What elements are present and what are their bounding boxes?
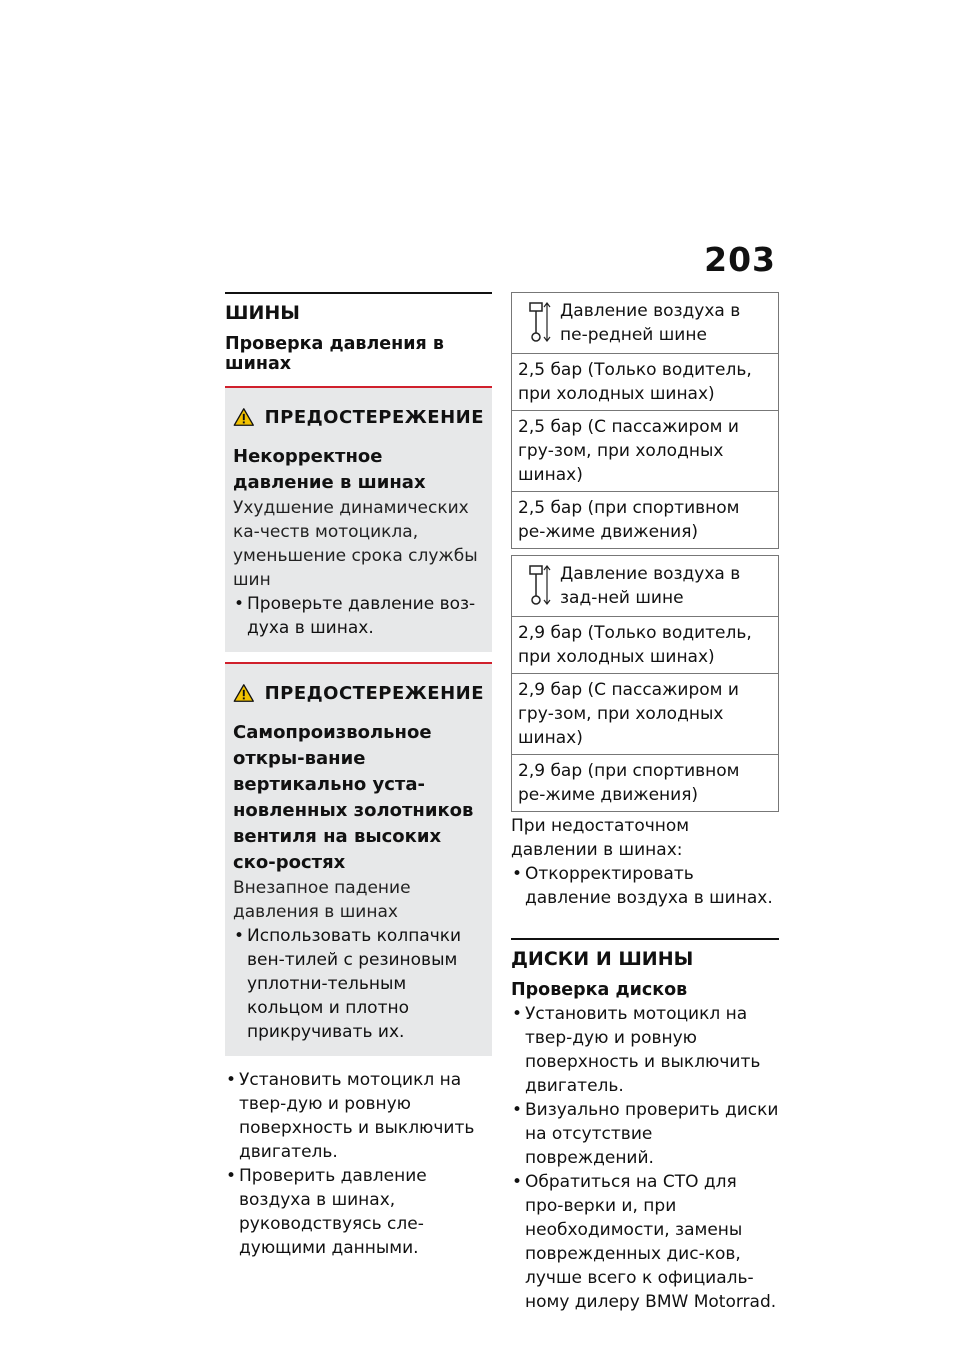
table-row: 2,5 бар (С пассажиром и гру-зом, при холодных шинах): [512, 410, 778, 491]
table-row: 2,5 бар (при спортивном ре-жиме движения): [512, 491, 778, 548]
list-item: • Визуально проверить диски на отсутствие повреждений.: [511, 1098, 779, 1170]
warning-bullet: • Использовать колпачки вен-тилей с резиновым уплотни-тельным кольцом и плотно прикручивать их.: [233, 924, 484, 1044]
rear-pressure-table: [511, 555, 779, 812]
warning-text: Ухудшение динамических ка-честв мотоцикла, уменьшение срока службы шин: [233, 498, 478, 590]
steps-list: [225, 1068, 492, 1260]
warning-triangle-icon: [233, 402, 255, 432]
warning-box: [225, 662, 492, 1056]
warning-title: Некорректное давление в шинах: [233, 446, 426, 493]
warning-title: Самопроизвольное откры-вание вертикально уста-новленных золотников вентиля на высоких ско-ростях: [233, 722, 474, 873]
section-title-tires: ШИНЫ: [225, 292, 492, 324]
list-item: • Проверить давление воздуха в шинах, руководствуясь сле-дующими данными.: [225, 1164, 492, 1260]
table-row: 2,9 бар (С пассажиром и гру-зом, при холодных шинах): [512, 673, 778, 754]
low-pressure-text: При недостаточном давлении в шинах:: [511, 816, 690, 860]
sub-title-rim-check: Проверка дисков: [511, 980, 688, 1000]
warning-text: Внезапное падение давления в шинах: [233, 878, 411, 922]
table-header-text: Давление воздуха в пе-редней шине: [560, 301, 741, 345]
left-column: [225, 292, 492, 1260]
tire-pressure-icon: [526, 299, 552, 345]
tire-pressure-icon: [526, 562, 552, 608]
front-pressure-table: [511, 292, 779, 549]
warning-label: ПРЕДОСТЕРЕЖЕНИЕ: [264, 682, 484, 704]
table-header: [512, 293, 778, 353]
list-item: • Откорректировать давление воздуха в шинах.: [511, 862, 779, 910]
wheels-section: [511, 938, 779, 1314]
table-header: [512, 556, 778, 616]
table-row: 2,5 бар (Только водитель, при холодных шинах): [512, 353, 778, 410]
warning-header: [233, 678, 484, 708]
warning-bullet: • Проверьте давление воз-духа в шинах.: [233, 592, 484, 640]
table-row: 2,9 бар (при спортивном ре-жиме движения): [512, 754, 778, 811]
warning-header: [233, 402, 484, 432]
warning-box: [225, 386, 492, 652]
list-item: • Установить мотоцикл на твер-дую и ровную поверхность и выключить двигатель.: [511, 1002, 779, 1098]
page-number: 203: [704, 240, 776, 279]
table-row: 2,9 бар (Только водитель, при холодных шинах): [512, 616, 778, 673]
warning-triangle-icon: [233, 678, 255, 708]
list-item: • Обратиться на СТО для про-верки и, при необходимости, замены поврежденных дис-ков, лучше всего к официаль-ному дилеру BMW Motorrad.: [511, 1170, 779, 1314]
warning-label: ПРЕДОСТЕРЕЖЕНИЕ: [264, 406, 484, 428]
table-header-text: Давление воздуха в зад-ней шине: [560, 564, 741, 608]
right-column: [511, 292, 779, 1314]
sub-title-tire-pressure: Проверка давления в шинах: [225, 334, 444, 374]
section-title-wheels: ДИСКИ И ШИНЫ: [511, 938, 779, 970]
list-item: • Установить мотоцикл на твер-дую и ровную поверхность и выключить двигатель.: [225, 1068, 492, 1164]
